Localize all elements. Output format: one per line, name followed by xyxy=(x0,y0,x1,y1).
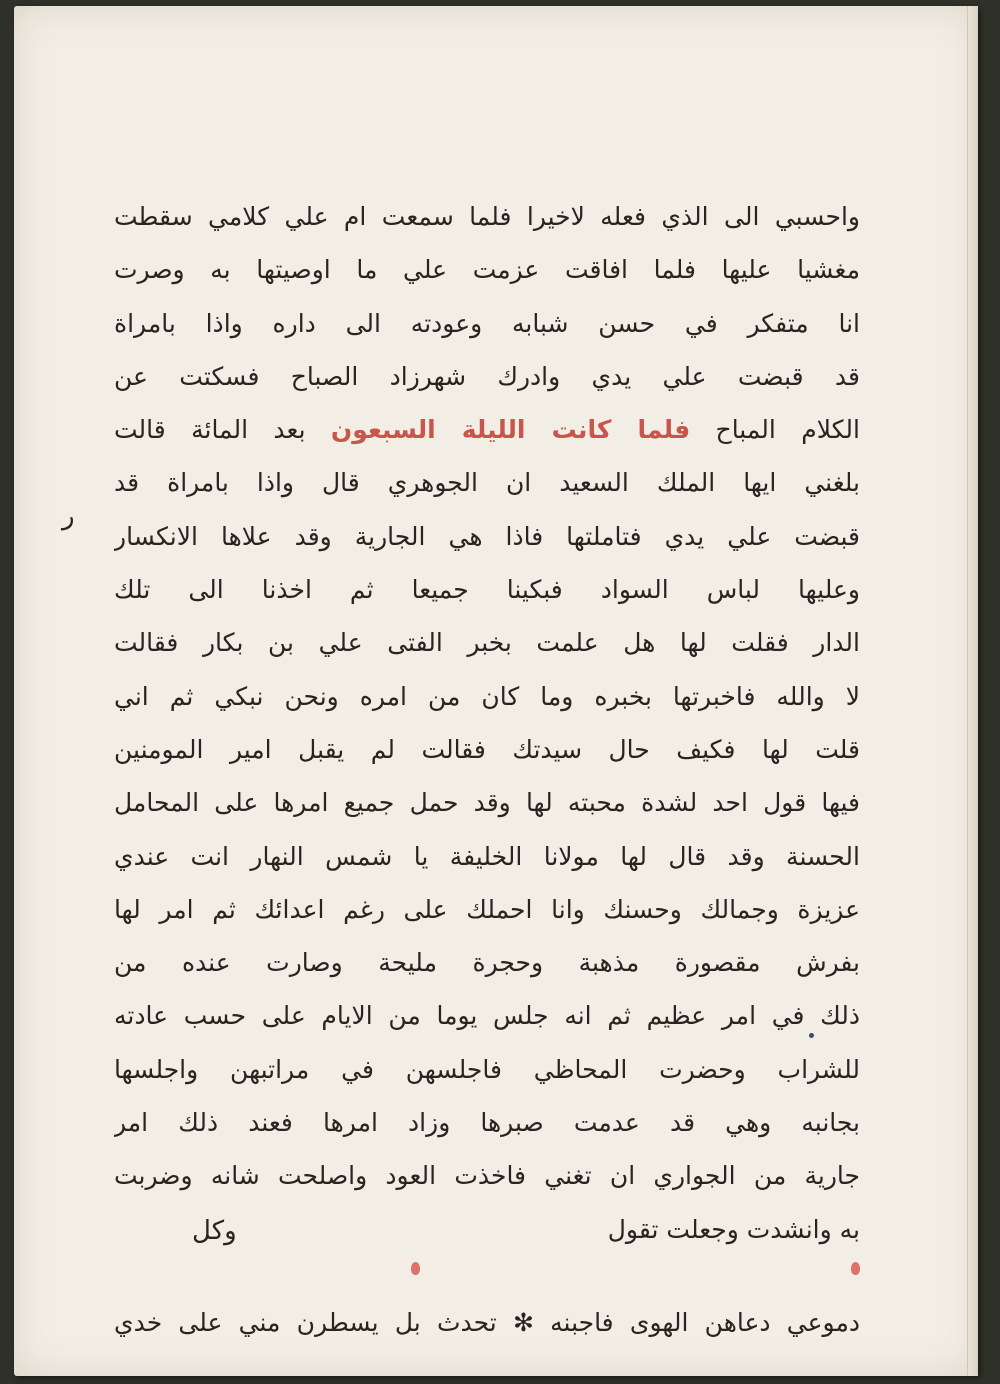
text-line: بلغني ايها الملك السعيد ان الجوهري قال واذا بامراة قد xyxy=(114,468,860,498)
text-line: قبضت علي يدي فتاملتها فاذا هي الجارية وقد علاها الانكسار xyxy=(114,521,860,551)
text-line: ذلك في امر عظيم ثم انه جلس يوما من الايام على حسب عادته xyxy=(114,1001,860,1031)
text-line: انا متفكر في حسن شبابه وعودته الى داره واذا بامراة xyxy=(114,308,860,338)
text-line: قلت لها فكيف حال سيدتك فقالت لم يقبل امير المومنين xyxy=(114,734,860,764)
text-line: لا والله فاخبرتها بخبره وما كان من امره ونحن نبكي ثم اني xyxy=(114,681,860,711)
catchword: وكل xyxy=(192,1216,237,1246)
red-verse-dot xyxy=(851,1262,860,1275)
page-edge xyxy=(967,6,978,1376)
text-line: قد قبضت علي يدي وادرك شهرزاد الصباح فسكتت عن xyxy=(114,361,860,391)
text-line-with-rubric xyxy=(114,403,860,456)
ink-speck xyxy=(809,1033,814,1038)
text-line: فيها قول احد لشدة محبته لها وقد حمل جميع امرها على المحامل xyxy=(114,788,860,818)
text-line: وعليها لباس السواد فبكينا جميعا ثم اخذنا الى تلك xyxy=(114,575,860,605)
text-line: واحسبي الى الذي فعله لاخيرا فلما سمعت ام علي كلامي سقطت xyxy=(114,202,860,231)
verse-ornament-row xyxy=(114,1256,860,1296)
rubric-heading: فلما كانت الليلة السبعون xyxy=(330,415,691,445)
text-segment: بعد المائة قالت xyxy=(114,415,331,445)
text-line: به وانشدت وجعلت تقول xyxy=(607,1214,860,1244)
text-line: بفرش مقصورة مذهبة وحجرة مليحة وصارت عنده من xyxy=(114,948,860,978)
text-line: جارية من الجواري ان تغني فاخذت العود واصلحت شانه وضربت xyxy=(114,1161,860,1191)
text-line: مغشيا عليها فلما افاقت عزمت علي ما اوصيتها به وصرت xyxy=(114,255,860,285)
main-text-block xyxy=(114,190,860,1349)
red-verse-dot xyxy=(411,1262,420,1275)
margin-mark: ﺭ xyxy=(62,501,75,531)
text-line: للشراب وحضرت المحاظي فاجلسهن في مراتبهن واجلسها xyxy=(114,1054,860,1084)
text-line: الحسنة وقد قال لها مولانا الخليفة يا شمس النهار انت عندي xyxy=(114,841,860,871)
text-segment: الكلام المباح xyxy=(690,415,860,445)
text-line: الدار فقلت لها هل علمت بخبر الفتى علي بن بكار فقالت xyxy=(114,628,860,658)
verse-line: دموعي دعاهن الهوى فاجبنه ✻ تحدث بل يسطرن مني على خدي xyxy=(114,1307,860,1337)
text-line: بجانبه وهي قد عدمت صبرها وزاد امرها فعند ذلك امر xyxy=(114,1108,860,1138)
manuscript-page xyxy=(14,6,978,1376)
text-line: عزيزة وجمالك وحسنك وانا احملك على رغم اعدائك ثم امر لها xyxy=(114,894,860,924)
